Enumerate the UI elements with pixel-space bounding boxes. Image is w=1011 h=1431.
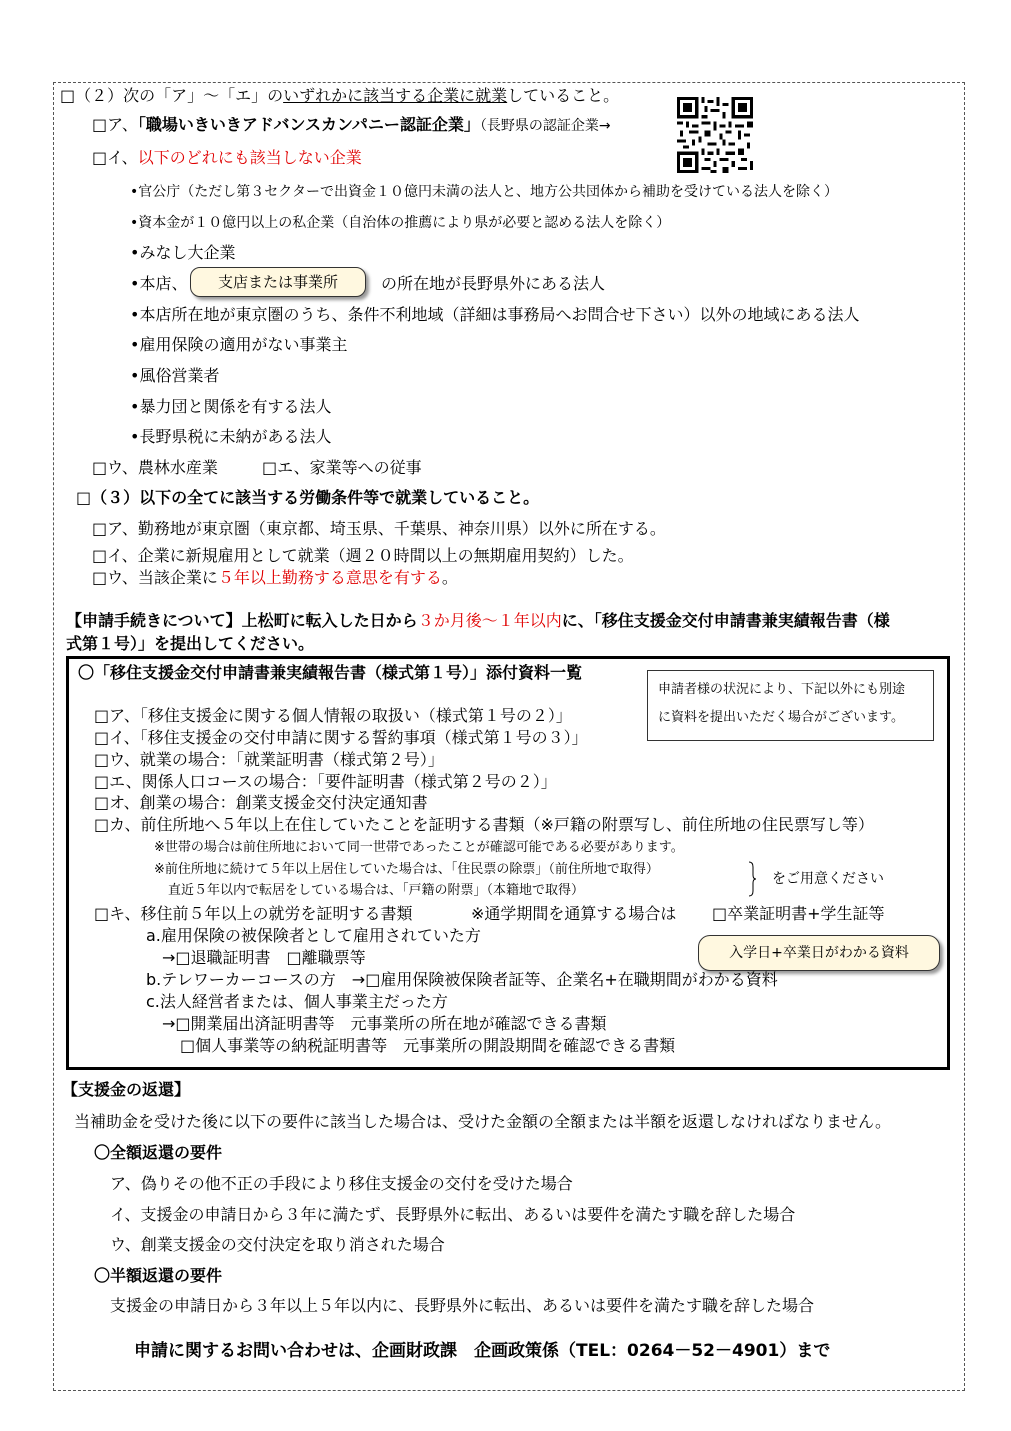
attachment-subitem: →□退職証明書 □離職票等 bbox=[162, 948, 366, 967]
section3-heading: □（３）以下の全てに該当する労働条件等で就業していること。 bbox=[76, 488, 540, 507]
attachment-item: □エ、関係人口コースの場合：「要件証明書（様式第２号の２）」 bbox=[94, 772, 557, 791]
attachment-subitem: a.雇用保険の被保険者として雇用されていた方 bbox=[146, 926, 481, 945]
attachments-title: 〇「移住支援金交付申請書兼実績報告書（様式第１号）」添付資料一覧 bbox=[78, 663, 583, 682]
contact-info: 申請に関するお問い合わせは、企画財政課 企画政策係（TEL：0264－52－4901）まで bbox=[134, 1341, 831, 1361]
procedure-line1: 【申請手続きについて】上松町に転入した日から３か月後～１年以内に、「移住支援金交付申請書兼実績報告書（様 bbox=[66, 611, 890, 630]
full-refund-heading: 〇全額返還の要件 bbox=[94, 1143, 223, 1162]
section3-item-a: □ア、勤務地が東京圏（東京都、埼玉県、千葉県、神奈川県）以外に所在する。 bbox=[92, 519, 666, 538]
half-refund-heading: 〇半額返還の要件 bbox=[94, 1266, 223, 1285]
attachment-note: ※前住所地に続けて５年以上居住していた場合は、「住民票の除票」（前住所地で取得） bbox=[154, 862, 659, 877]
procedure-line2: 式第１号）」を提出してください。 bbox=[66, 634, 315, 653]
attachment-item: □キ、移住前５年以上の就労を証明する書類 bbox=[94, 904, 413, 923]
list-item-continuation: の所在地が長野県外にある法人 bbox=[381, 274, 606, 293]
section3-item-u: □ウ、当該企業に５年以上勤務する意思を有する。 bbox=[92, 568, 458, 587]
qr-code-icon[interactable] bbox=[677, 97, 753, 173]
list-item: •長野県税に未納がある法人 bbox=[130, 427, 332, 446]
notice-line2: に資料を提出いただく場合がございます。 bbox=[658, 710, 904, 725]
admission-graduation-label: 入学日+卒業日がわかる資料 bbox=[698, 935, 940, 971]
list-item: •官公庁（ただし第３セクターで出資金１０億円未満の法人と、地方公共団体から補助を受けている法人を除く） bbox=[130, 184, 838, 200]
list-item: •本店、 bbox=[130, 274, 188, 293]
list-item: •資本金が１０億円以上の私企業（自治体の推薦により県が必要と認める法人を除く） bbox=[130, 215, 671, 231]
graduation-cert: □卒業証明書+学生証等 bbox=[712, 904, 885, 923]
list-item: •暴力団と関係を有する法人 bbox=[130, 397, 332, 416]
attachment-item: □カ、前住所地へ５年以上在住していたことを証明する書類（※戸籍の附票写し、前住所地の住民票写し等） bbox=[94, 815, 874, 834]
study-note: ※通学期間を通算する場合は bbox=[471, 904, 677, 923]
attachment-subitem: □個人事業等の納税証明書等 元事業所の開設期間を確認できる書類 bbox=[180, 1036, 676, 1055]
full-refund-item: ア、偽りその他不正の手段により移住支援金の交付を受けた場合 bbox=[110, 1174, 573, 1193]
list-item: •みなし大企業 bbox=[130, 243, 236, 262]
attachment-subitem: b.テレワーカーコースの方 →□雇用保険被保険者証等、企業名+在職期間がわかる資料 bbox=[146, 970, 778, 989]
attachment-item: □ウ、就業の場合：「就業証明書（様式第２号）」 bbox=[94, 750, 444, 769]
section2-item-i: □イ、以下のどれにも該当しない企業 bbox=[92, 148, 362, 167]
attachment-note: ※世帯の場合は前住所地において同一世帯であったことが確認可能である必要があります。 bbox=[154, 840, 684, 855]
prepare-note: をご用意ください bbox=[772, 871, 884, 887]
attachment-item: □オ、創業の場合：創業支援金交付決定通知書 bbox=[94, 793, 428, 812]
section2-heading: □（２）次の「ア」～「エ」のいずれかに該当する企業に就業していること。 bbox=[60, 86, 620, 105]
attachment-note: 直近５年以内で転居をしている場合は、「戸籍の附票」（本籍地で取得） bbox=[168, 883, 585, 898]
attachment-subitem: →□開業届出済証明書等 元事業所の所在地が確認できる書類 bbox=[162, 1014, 607, 1033]
list-item: •風俗営業者 bbox=[130, 366, 220, 385]
attachment-subitem: c.法人経営者または、個人事業主だった方 bbox=[146, 992, 448, 1011]
section2-item-u: □ウ、農林水産業 bbox=[92, 458, 218, 477]
notice-line1: 申請者様の状況により、下記以外にも別途 bbox=[658, 682, 906, 697]
section2-item-e: □エ、家業等への従事 bbox=[262, 458, 422, 477]
branch-office-label: 支店または事業所 bbox=[190, 267, 366, 297]
full-refund-item: イ、支援金の申請日から３年に満たず、長野県外に転出、あるいは要件を満たす職を辞した場合 bbox=[110, 1205, 796, 1224]
full-refund-item: ウ、創業支援金の交付決定を取り消された場合 bbox=[110, 1235, 445, 1254]
refund-heading: 【支援金の返還】 bbox=[62, 1080, 191, 1099]
section2-item-a: □ア、「職場いきいきアドバンスカンパニー認証企業」（長野県の認証企業→ bbox=[92, 115, 611, 134]
section3-item-i: □イ、企業に新規雇用として就業（週２０時間以上の無期雇用契約）した。 bbox=[92, 546, 634, 565]
attachment-item: □イ、「移住支援金の交付申請に関する誓約事項（様式第１号の３）」 bbox=[94, 728, 588, 747]
attachment-item: □ア、「移住支援金に関する個人情報の取扱い（様式第１号の２）」 bbox=[94, 706, 572, 725]
brace-icon bbox=[748, 861, 756, 897]
list-item: •雇用保険の適用がない事業主 bbox=[130, 335, 348, 354]
list-item: •本店所在地が東京圏のうち、条件不利地域（詳細は事務局へお問合せ下さい）以外の地域にある法人 bbox=[130, 305, 860, 324]
half-refund-item: 支援金の申請日から３年以上５年以内に、長野県外に転出、あるいは要件を満たす職を辞した場合 bbox=[110, 1296, 815, 1315]
refund-intro: 当補助金を受けた後に以下の要件に該当した場合は、受けた金額の全額または半額を返還しなければなりません。 bbox=[74, 1112, 891, 1131]
